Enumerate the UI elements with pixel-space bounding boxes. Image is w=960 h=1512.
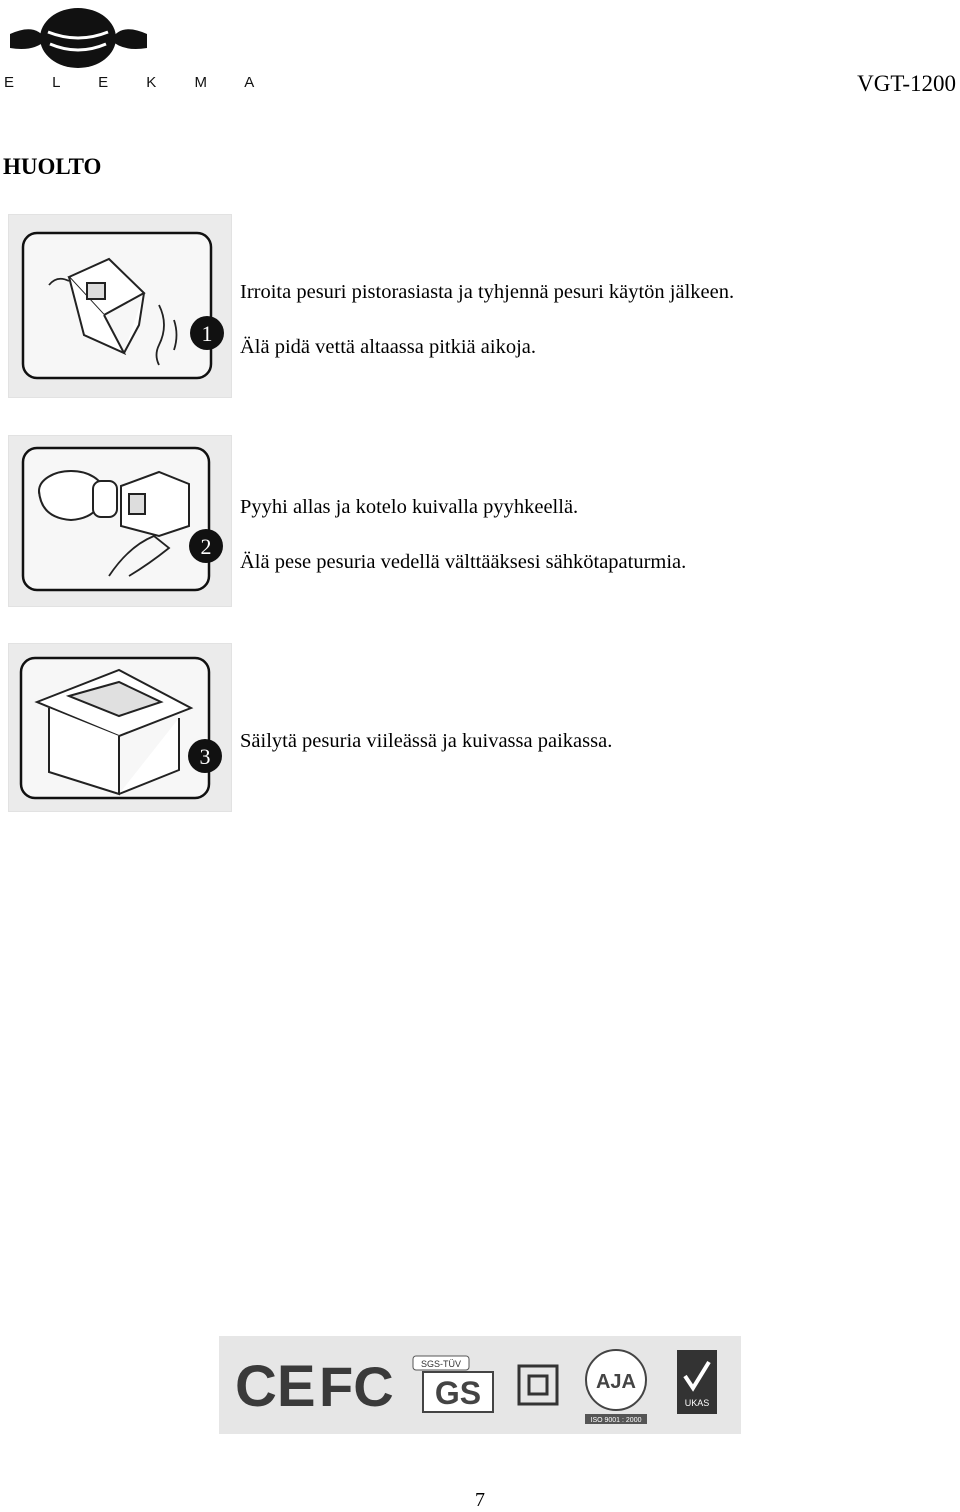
fc-mark-icon: FC [319,1355,394,1418]
svg-text:ISO 9001 : 2000: ISO 9001 : 2000 [590,1417,642,1424]
model-number: VGT-1200 [857,71,956,96]
step-3-number: 3 [199,744,211,769]
svg-text:SGS-TÜV: SGS-TÜV [420,1359,462,1369]
step-2-line-1: Pyyhi allas ja kotelo kuivalla pyyhkeellä. [240,496,579,518]
double-insulation-icon [519,1366,557,1404]
gs-mark-icon [413,1356,493,1412]
step-2-illustration [8,435,232,607]
step-1-illustration [8,214,232,398]
svg-text:UKAS: UKAS [684,1398,710,1408]
svg-text:AJA: AJA [595,1371,637,1393]
aja-mark-icon [585,1350,647,1424]
page-number: 7 [475,1489,485,1511]
step-3-illustration [8,643,232,812]
certification-logos [219,1336,741,1434]
ce-mark-icon: CE [235,1354,316,1419]
step-1-number: 1 [201,321,213,346]
svg-text:GS: GS [434,1375,482,1411]
brand-name: E L E K M A [4,74,272,91]
section-title: HUOLTO [3,154,102,179]
step-1-line-2: Älä pidä vettä altaassa pitkiä aikoja. [240,336,536,358]
step-3-line-1: Säilytä pesuria viileässä ja kuivassa paikassa. [240,730,613,752]
ukas-mark-icon [677,1350,717,1414]
step-2-line-2: Älä pese pesuria vedellä välttääksesi sähkötapaturmia. [240,551,687,573]
step-1-line-1: Irroita pesuri pistorasiasta ja tyhjennä pesuri käytön jälkeen. [240,281,735,303]
step-2-number: 2 [200,534,212,559]
